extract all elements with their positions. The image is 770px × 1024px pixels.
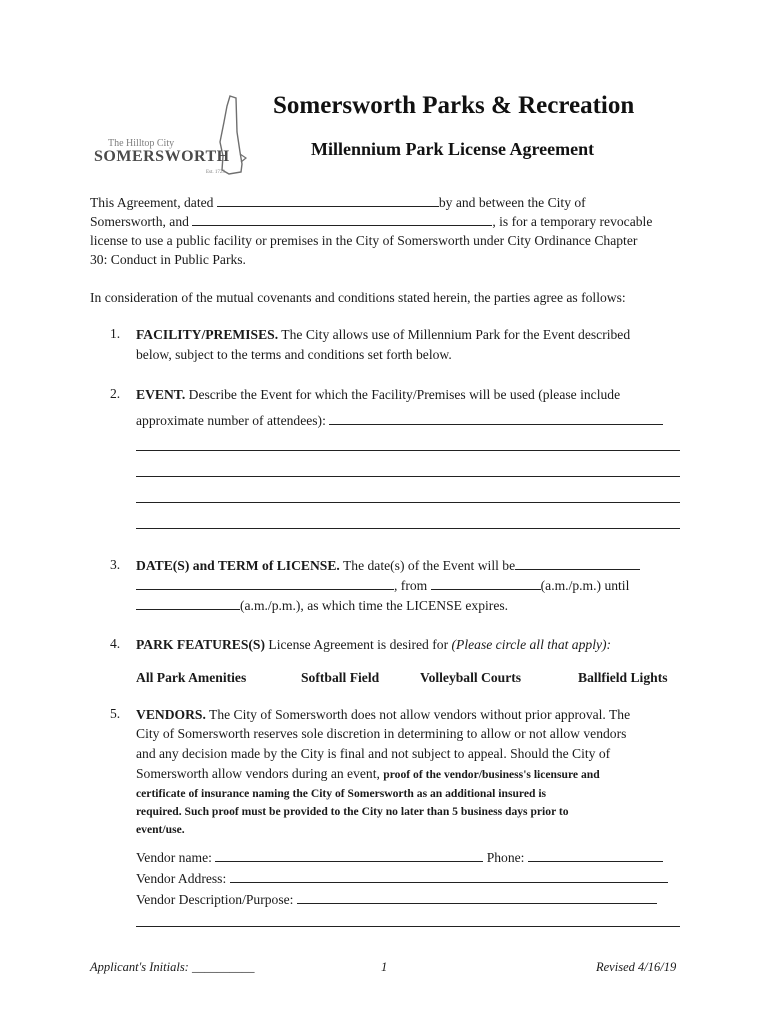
section-text: License Agreement is desired for bbox=[265, 637, 452, 652]
section-dates bbox=[136, 556, 640, 576]
section-park-features bbox=[136, 635, 611, 655]
revision-date: Revised 4/16/19 bbox=[596, 960, 677, 974]
vendor-requirement-1: certificate of insurance naming the City of Somersworth as an additional insured is bbox=[136, 787, 547, 800]
feature-softball-field[interactable]: Softball Field bbox=[301, 670, 380, 685]
start-time-field[interactable] bbox=[431, 577, 541, 590]
intro-text: This Agreement, dated bbox=[90, 195, 214, 210]
logo-est: Est. 1729 bbox=[206, 170, 225, 175]
vendor-phone-field[interactable] bbox=[528, 849, 663, 862]
intro-line-4: 30: Conduct in Public Parks. bbox=[90, 252, 246, 267]
city-logo bbox=[90, 92, 250, 182]
intro-text: Somersworth, and bbox=[90, 214, 189, 229]
vendor-description-line[interactable] bbox=[136, 926, 680, 927]
section-number: 2. bbox=[110, 386, 121, 401]
logo-tagline: The Hilltop City bbox=[108, 138, 175, 149]
feature-ballfield-lights[interactable]: Ballfield Lights bbox=[578, 670, 668, 685]
section-text: (a.m./p.m.), as which time the LICENSE expires. bbox=[240, 598, 509, 613]
section-dates-line-3 bbox=[136, 596, 508, 616]
intro-text: , is for a temporary revocable bbox=[492, 214, 653, 229]
new-hampshire-outline-icon bbox=[90, 92, 250, 182]
vendor-name-row bbox=[136, 848, 663, 868]
applicant-initials: Applicant's Initials: __________ bbox=[90, 960, 255, 974]
event-description-line[interactable] bbox=[136, 450, 680, 451]
section-number: 5. bbox=[110, 706, 121, 721]
section-text: Somersworth allow vendors during an event, bbox=[136, 766, 384, 781]
section-text: approximate number of attendees): bbox=[136, 413, 326, 428]
section-facility bbox=[136, 325, 630, 345]
section-heading: PARK FEATURES(S) bbox=[136, 637, 266, 652]
section-number: 1. bbox=[110, 326, 121, 341]
vendor-description-label: Vendor Description/Purpose: bbox=[136, 892, 294, 907]
agreement-date-field[interactable] bbox=[217, 194, 439, 207]
event-description-line[interactable] bbox=[136, 528, 680, 529]
section-bold-text: proof of the vendor/business's licensure and bbox=[383, 768, 600, 781]
section-heading: VENDORS. bbox=[136, 707, 206, 722]
section-text: The City of Somersworth does not allow vendors without prior approval. The bbox=[205, 707, 631, 722]
page-number: 1 bbox=[381, 960, 388, 974]
section-text: The date(s) of the Event will be bbox=[339, 558, 516, 573]
section-number: 3. bbox=[110, 557, 121, 572]
consideration-text: In consideration of the mutual covenants and conditions stated herein, the parties agree as follows: bbox=[90, 290, 626, 305]
vendor-description-row bbox=[136, 890, 657, 910]
section-text: , from bbox=[394, 578, 428, 593]
section-dates-line-2 bbox=[136, 576, 629, 596]
section-vendors bbox=[136, 705, 630, 725]
section-vendors-line-4 bbox=[136, 764, 600, 785]
event-description-line[interactable] bbox=[136, 476, 680, 477]
section-heading: DATE(S) and TERM of LICENSE. bbox=[136, 558, 340, 573]
vendor-phone-label: Phone: bbox=[486, 850, 525, 865]
event-description-line[interactable] bbox=[136, 502, 680, 503]
section-text: (a.m./p.m.) until bbox=[540, 578, 630, 593]
intro-line-3: license to use a public facility or premises in the City of Somersworth under City Ordinance Chapter bbox=[90, 233, 638, 248]
page-title: Somersworth Parks & Recreation bbox=[273, 92, 635, 119]
event-date-field-2[interactable] bbox=[136, 577, 394, 590]
vendor-address-row bbox=[136, 869, 668, 889]
vendor-requirement-3: event/use. bbox=[136, 823, 185, 836]
section-heading: FACILITY/PREMISES. bbox=[136, 327, 279, 342]
section-number: 4. bbox=[110, 636, 121, 651]
vendor-name-label: Vendor name: bbox=[136, 850, 212, 865]
intro-line-2 bbox=[90, 212, 652, 231]
section-heading: EVENT. bbox=[136, 387, 186, 402]
section-note: (Please circle all that apply): bbox=[451, 637, 612, 652]
licensee-name-field[interactable] bbox=[192, 213, 492, 226]
feature-all-park-amenities[interactable]: All Park Amenities bbox=[136, 670, 247, 685]
intro-text: by and between the City of bbox=[438, 195, 586, 210]
vendor-requirement-2: required. Such proof must be provided to the City no later than 5 business days prior to bbox=[136, 805, 569, 818]
section-vendors-line-3: and any decision made by the City is final and not subject to appeal. Should the City of bbox=[136, 746, 611, 761]
logo-name: SOMERSWORTH bbox=[94, 148, 230, 165]
vendor-description-field[interactable] bbox=[297, 891, 657, 904]
intro-line-1 bbox=[90, 193, 586, 212]
section-text: The City allows use of Millennium Park for the Event described bbox=[278, 327, 631, 342]
page-subtitle: Millennium Park License Agreement bbox=[311, 139, 595, 159]
feature-volleyball-courts[interactable]: Volleyball Courts bbox=[420, 670, 522, 685]
event-date-field[interactable] bbox=[515, 557, 640, 570]
section-vendors-line-2: City of Somersworth reserves sole discretion in determining to allow or not allow vendors bbox=[136, 726, 627, 741]
vendor-address-field[interactable] bbox=[230, 870, 668, 883]
section-event-line-2 bbox=[136, 411, 663, 431]
vendor-address-label: Vendor Address: bbox=[136, 871, 227, 886]
event-description-field[interactable] bbox=[329, 412, 663, 425]
section-event bbox=[136, 385, 620, 405]
section-text: Describe the Event for which the Facility/Premises will be used (please include bbox=[185, 387, 621, 402]
section-facility-line-2: below, subject to the terms and conditions set forth below. bbox=[136, 347, 452, 362]
vendor-name-field[interactable] bbox=[215, 849, 483, 862]
end-time-field[interactable] bbox=[136, 597, 240, 610]
